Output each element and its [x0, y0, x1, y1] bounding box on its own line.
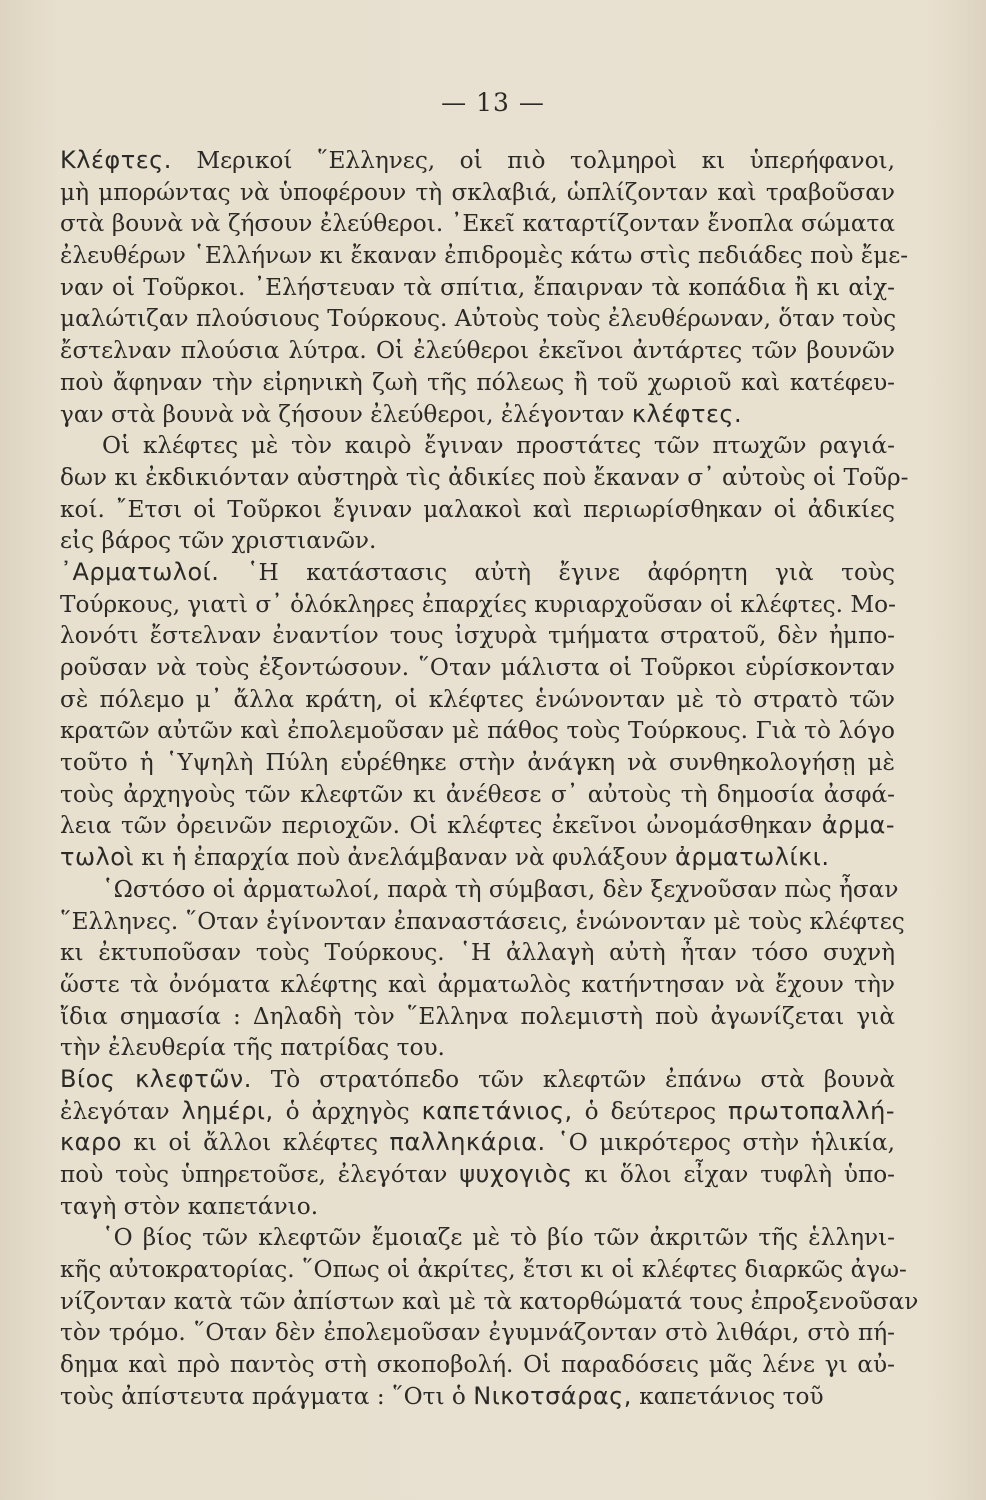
highlighted-term: λημέρι, — [181, 1096, 274, 1125]
text-segment: ῾Ο βίος τῶν κλεφτῶν ἔμοιαζε μὲ τὸ βίο τῶν ἀκριτῶν τῆς ἑλληνι- — [102, 1224, 895, 1252]
text-line — [60, 557, 895, 589]
text-segment: ῞Ελληνες. ῞Οταν ἐγίνονταν ἐπαναστάσεις, ἑνώνονταν μὲ τοὺς κλέφτες — [60, 907, 905, 935]
text-segment: τοῦτο ἡ ῾Υψηλὴ Πύλη εὑρέθηκε στὴν ἀνάγκη νὰ συνθηκολογήσῃ μὲ — [60, 749, 895, 777]
text-line — [60, 652, 895, 684]
text-segment: κι ὅλοι εἶχαν τυφλὴ ὑπο- — [572, 1161, 895, 1188]
text-line — [60, 1286, 919, 1318]
text-line — [60, 969, 895, 1001]
text-segment: μὴ μπορώντας νὰ ὑποφέρουν τὴ σκλαβιά, ὡπλίζονταν καὶ τραβοῦσαν — [60, 178, 895, 206]
text-segment: ποὺ τοὺς ὑπηρετοῦσε, ἐλεγόταν — [60, 1161, 460, 1188]
text-segment: γαν στὰ βουνὰ νὰ ζήσουν ἐλεύθεροι, ἐλέγονταν — [60, 400, 632, 428]
text-line — [60, 937, 895, 969]
text-line — [60, 494, 895, 526]
text-segment: κι ἡ ἐπαρχία ποὺ ἀνελάμβαναν νὰ φυλάξουν — [134, 844, 676, 872]
text-segment: τοὺς ἀρχηγοὺς τῶν κλεφτῶν κι ἀνέθεσε σ᾿ αὐτοὺς τὴ δημοσία ἀσφά- — [60, 780, 895, 808]
text-segment: δημα καὶ πρὸ παντὸς στὴ σκοποβολή. Οἱ παραδόσεις μᾶς λένε γι αὐ- — [60, 1351, 895, 1379]
text-segment: σὲ πόλεμο μ᾿ ἄλλα κράτη, οἱ κλέφτες ἑνώνονταν μὲ τὸ στρατὸ τῶν — [60, 685, 895, 713]
text-segment: ὥστε τὰ ὀνόματα κλέφτης καὶ ἀρματωλὸς κατήντησαν νὰ ἔχουν τὴν — [60, 970, 895, 998]
text-segment: ῾Ο μικρότερος στὴν ἡλικία, — [545, 1129, 895, 1157]
highlighted-term: Νικοτσάρας, — [473, 1381, 632, 1410]
text-line — [60, 842, 895, 874]
text-line — [60, 1191, 895, 1223]
highlighted-term: ἀρματωλίκι. — [675, 843, 830, 872]
text-line — [60, 684, 895, 716]
paragraph — [60, 145, 909, 430]
text-segment: κι ἐκτυποῦσαν τοὺς Τούρκους. ῾Η ἀλλαγὴ αὐτὴ ἦταν τόσο συχνὴ — [60, 939, 895, 967]
text-line — [60, 779, 895, 811]
text-line — [60, 145, 895, 177]
highlighted-term: ᾿Αρματωλοί. — [60, 557, 220, 586]
text-segment: κοί. ῎Ετσι οἱ Τοῦρκοι ἔγιναν μαλακοὶ καὶ περιωρίσθηκαν οἱ ἀδικίες — [60, 495, 895, 523]
text-segment: Μερικοί ῞Ελληνες, οἱ πιὸ τολμηροὶ κι ὑπερήφανοι, — [171, 147, 895, 174]
text-line — [60, 715, 895, 747]
text-line — [60, 367, 895, 399]
text-line — [60, 589, 895, 621]
text-segment: Τὸ στρατόπεδο τῶν κλεφτῶν ἐπάνω στὰ βουνὰ — [251, 1065, 895, 1093]
text-segment: ἴδια σημασία : Δηλαδὴ τὸν ῞Ελληνα πολεμιστὴ ποὺ ἀγωνίζεται γιὰ — [60, 1002, 895, 1030]
text-line — [60, 620, 895, 652]
text-line — [60, 1001, 895, 1033]
text-line — [60, 906, 905, 938]
highlighted-term: κλέφτες. — [631, 399, 743, 428]
text-line — [60, 177, 895, 209]
text-segment: μαλώτιζαν πλούσιους Τούρκους. Αὐτοὺς τοὺς ἐλευθέρωναν, ὅταν τοὺς — [60, 305, 897, 333]
text-segment: καπετάνιος τοῦ — [631, 1382, 824, 1410]
paragraph — [60, 874, 905, 1064]
highlighted-term: πρωτοπαλλή- — [728, 1096, 895, 1125]
text-line — [60, 810, 895, 842]
highlighted-term: ψυχογιὸς — [459, 1160, 573, 1188]
text-line — [60, 1064, 895, 1096]
text-segment: λονότι ἔστελναν ἐναντίον τους ἰσχυρὰ τμήματα στρατοῦ, δὲν ἠμπο- — [60, 622, 895, 650]
text-line — [60, 335, 895, 367]
text-line — [60, 1381, 895, 1413]
paragraph — [60, 1064, 895, 1222]
text-segment: κι οἱ ἄλλοι κλέφτες — [121, 1129, 390, 1157]
text-segment: λεια τῶν ὀρεινῶν περιοχῶν. Οἱ κλέφτες ἐκεῖνοι ὠνομάσθηκαν — [60, 812, 822, 840]
text-line — [60, 272, 895, 304]
page-text — [60, 145, 919, 1413]
text-line — [60, 399, 895, 431]
text-segment: ῾Η κατάστασις αὐτὴ ἔγινε ἀφόρητη γιὰ τοὺς — [219, 558, 895, 586]
text-line — [60, 874, 899, 906]
text-line — [60, 1222, 895, 1254]
text-line — [60, 462, 909, 494]
text-line — [60, 1254, 907, 1286]
highlighted-term: παλληκάρια. — [389, 1128, 546, 1157]
text-line — [60, 208, 895, 240]
paragraph — [60, 557, 895, 874]
text-line — [60, 1317, 895, 1349]
text-line — [60, 747, 895, 779]
paragraph — [60, 430, 909, 557]
paragraph — [60, 1222, 919, 1412]
text-segment: ὁ δεύτερος — [572, 1097, 729, 1125]
highlighted-term: Κλέφτες. — [60, 146, 172, 174]
text-segment: ῾Ωστόσο οἱ ἀρματωλοί, παρὰ τὴ σύμβασι, δὲν ξεχνοῦσαν πὼς ἦσαν — [102, 875, 899, 903]
text-line — [60, 525, 895, 557]
page-number: — 13 — — [441, 88, 545, 117]
highlighted-term: Βίος κλεφτῶν. — [60, 1064, 252, 1093]
text-segment: τοὺς ἀπίστευτα πράγματα : ῞Οτι ὁ — [60, 1382, 474, 1410]
text-segment: ἐλευθέρων ῾Ελλήνων κι ἔκαναν ἐπιδρομὲς κάτω στὶς πεδιάδες ποὺ ἔμε- — [60, 242, 909, 270]
text-line — [60, 1349, 895, 1381]
text-line — [60, 303, 895, 335]
text-segment: ταγὴ στὸν καπετάνιο. — [60, 1192, 319, 1220]
text-segment: ναν οἱ Τοῦρκοι. ᾿Ελήστευαν τὰ σπίτια, ἔπαιρναν τὰ κοπάδια ἢ κι αἰχ- — [60, 273, 895, 301]
text-line — [60, 240, 909, 272]
text-segment: Τούρκους, γιατὶ σ᾿ ὁλόκληρες ἐπαρχίες κυριαρχοῦσαν οἱ κλέφτες. Μο- — [60, 590, 896, 618]
text-line — [60, 1096, 895, 1128]
text-segment: εἰς βάρος τῶν χριστιανῶν. — [60, 527, 377, 555]
text-segment: κῆς αὐτοκρατορίας. ῞Οπως οἱ ἀκρίτες, ἔτσι κι οἱ κλέφτες διαρκῶς ἀγω- — [60, 1256, 907, 1284]
text-segment: Οἱ κλέφτες μὲ τὸν καιρὸ ἔγιναν προστάτες τῶν πτωχῶν ραγιά- — [102, 432, 895, 460]
highlighted-term: ἀρμα- — [821, 811, 895, 840]
highlighted-term: καρο — [60, 1128, 122, 1157]
text-segment: ἐλεγόταν — [60, 1097, 182, 1125]
text-segment: δων κι ἐκδικιόνταν αὐστηρὰ τὶς ἀδικίες ποὺ ἔκαναν σ᾿ αὐτοὺς οἱ Τοῦρ- — [60, 463, 909, 491]
highlighted-term: τωλοὶ — [60, 843, 135, 872]
text-segment: τὸν τρόμο. ῞Οταν δὲν ἐπολεμοῦσαν ἐγυμνάζονταν στὸ λιθάρι, στὸ πή- — [60, 1319, 895, 1347]
text-line — [60, 1159, 895, 1191]
text-segment: ροῦσαν νὰ τοὺς ἐξοντώσουν. ῞Οταν μάλιστα οἱ Τοῦρκοι εὑρίσκονταν — [60, 654, 895, 681]
text-line — [60, 1032, 895, 1064]
text-segment: ποὺ ἄφηναν τὴν εἰρηνικὴ ζωὴ τῆς πόλεως ἢ τοῦ χωριοῦ καὶ κατέφευ- — [60, 368, 895, 396]
text-segment: στὰ βουνὰ νὰ ζήσουν ἐλεύθεροι. ᾿Εκεῖ καταρτίζονταν ἔνοπλα σώματα — [60, 210, 895, 238]
text-segment: ὁ ἀρχηγὸς — [273, 1097, 422, 1125]
text-line — [60, 430, 895, 462]
text-segment: τὴν ἐλευθερία τῆς πατρίδας του. — [60, 1034, 445, 1062]
highlighted-term: καπετάνιος, — [421, 1096, 573, 1125]
text-segment: νίζονταν κατὰ τῶν ἀπίστων καὶ μὲ τὰ κατορθώματά τους ἐπροξενοῦσαν — [60, 1287, 919, 1315]
text-segment: κρατῶν αὐτῶν καὶ ἐπολεμοῦσαν μὲ πάθος τοὺς Τούρκους. Γιὰ τὸ λόγο — [60, 717, 895, 745]
text-line — [60, 1127, 895, 1159]
text-segment: ἔστελναν πλούσια λύτρα. Οἱ ἐλεύθεροι ἐκεῖνοι ἀντάρτες τῶν βουνῶν — [60, 337, 895, 365]
